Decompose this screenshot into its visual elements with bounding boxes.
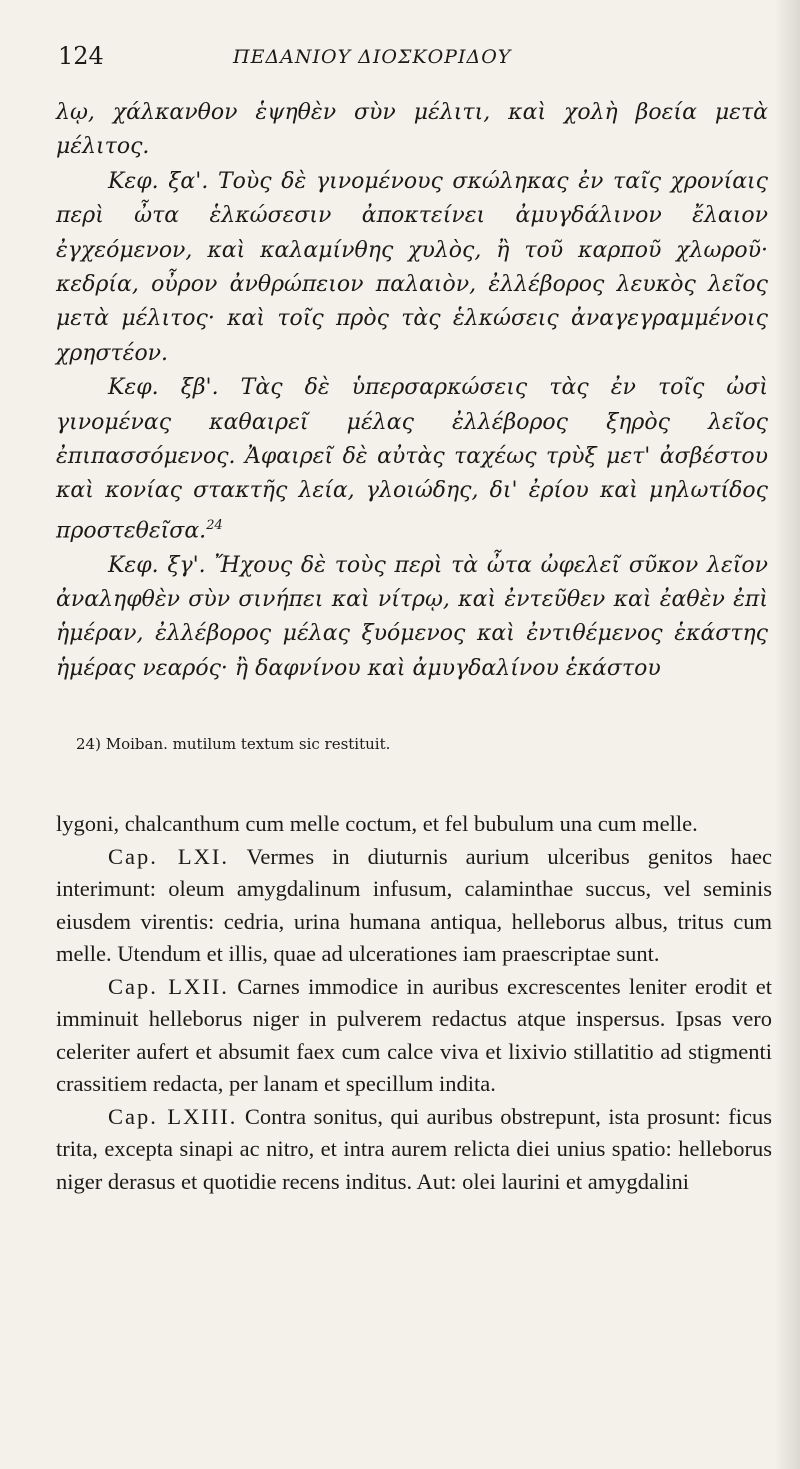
latin-paragraph: [56, 971, 772, 1101]
latin-text-block: [56, 808, 772, 1198]
chapter-heading: Cap. LXIII.: [108, 1103, 238, 1129]
latin-paragraph: [56, 841, 772, 971]
latin-paragraph-text: Vermes in diuturnis aurium ulceribus genitos haec interimunt: oleum amygdalinum infusum, calaminthae succus, vel seminis eiusdem virentis: cedria, urina humana antiqua, helleborus albus, tritus cum melle. Utendum et illis, quae ad ulcerationes iam praescriptae sunt.: [56, 843, 772, 966]
footnote-marker: 24): [76, 735, 101, 753]
greek-paragraph: Κεφ. ξα'. Τοὺς δὲ γινομένους σκώληκας ἐν ταῖς χρονίαις περὶ ὦτα ἑλκώσεσιν ἀποκτείνει ἀμυγδάλινον ἔλαιον ἐγχεόμενον, καὶ καλαμίνθης χυλὸς, ἢ τοῦ καρποῦ χλωροῦ· κεδρία, οὖρον ἀνθρώπειον παλαιὸν, ἐλλέβορος λευκὸς λεῖος μετὰ μέλιτος· καὶ τοῖς πρὸς τὰς ἑλκώσεις ἀναγεγραμμένοις χρηστέον.: [56, 168, 768, 366]
greek-paragraph: Κεφ. ξγ'. Ἤχους δὲ τοὺς περὶ τὰ ὦτα ὠφελεῖ σῦκον λεῖον ἀναληφθὲν σὺν σινήπει καὶ νίτρῳ, καὶ ἐντεῦθεν καὶ ἐαθὲν ἐπὶ ἡμέραν, ἐλλέβορος μέλας ξυόμενος καὶ ἐντιθέμενος ἑκάστης ἡμέρας νεαρός· ἢ δαφνίνου καὶ ἀμυγδαλίνου ἑκάστου: [56, 552, 768, 681]
latin-paragraph: lygoni, chalcanthum cum melle coctum, et fel bubulum una cum melle.: [56, 811, 698, 836]
footnote-reference: 24: [206, 517, 223, 533]
greek-text-block: [56, 96, 768, 686]
running-head: ΠΕΔΑΝΙΟΥ ΔΙΟΣΚΟΡΙΔΟΥ: [233, 46, 512, 68]
greek-paragraph: [56, 371, 768, 548]
greek-paragraph-text: Κεφ. ξβ'. Τὰς δὲ ὑπερσαρκώσεις τὰς ἐν τοῖς ὠσὶ γινομένας καθαιρεῖ μέλας ἐλλέβορος ξηρὸς λεῖος ἐπιπασσόμενος. Ἀφαιρεῖ δὲ αὐτὰς ταχέως τρὺξ μετ' ἀσβέστου καὶ κονίας στακτῆς λεία, γλοιώδης, δι' ἐρίου καὶ μηλωτίδος προστεθεῖσα.: [56, 375, 768, 544]
latin-paragraph-text: Carnes immodice in auribus excrescentes leniter erodit et imminuit helleborus niger in pulverem redactus atque inspersus. Ipsas vero celeriter aufert et absumit faex cum calce viva et lixivio stillatitio ad stigmenti crassitiem redacta, per lanam et specillum indita.: [56, 973, 772, 1096]
footnote: [76, 735, 390, 753]
footnote-text: Moiban. mutilum textum sic restituit.: [105, 735, 391, 753]
chapter-heading: Cap. LXII.: [108, 973, 229, 999]
page-edge-shadow: [774, 0, 800, 1469]
page-header: [58, 42, 758, 82]
greek-paragraph: λῳ, χάλκανθον ἑψηθὲν σὺν μέλιτι, καὶ χολὴ βοεία μετὰ μέλιτος.: [56, 100, 768, 160]
latin-paragraph-text: Contra sonitus, qui auribus obstrepunt, ista prosunt: ficus trita, excepta sinapi ac nitro, et intra aurem relicta diei unius spatio: helleborus niger derasus et quotidie recens inditus. Aut: olei laurini et amygdalini: [56, 1103, 772, 1194]
latin-paragraph: [56, 1101, 772, 1199]
chapter-heading: Cap. LXI.: [108, 843, 229, 869]
page-number: 124: [58, 42, 104, 70]
